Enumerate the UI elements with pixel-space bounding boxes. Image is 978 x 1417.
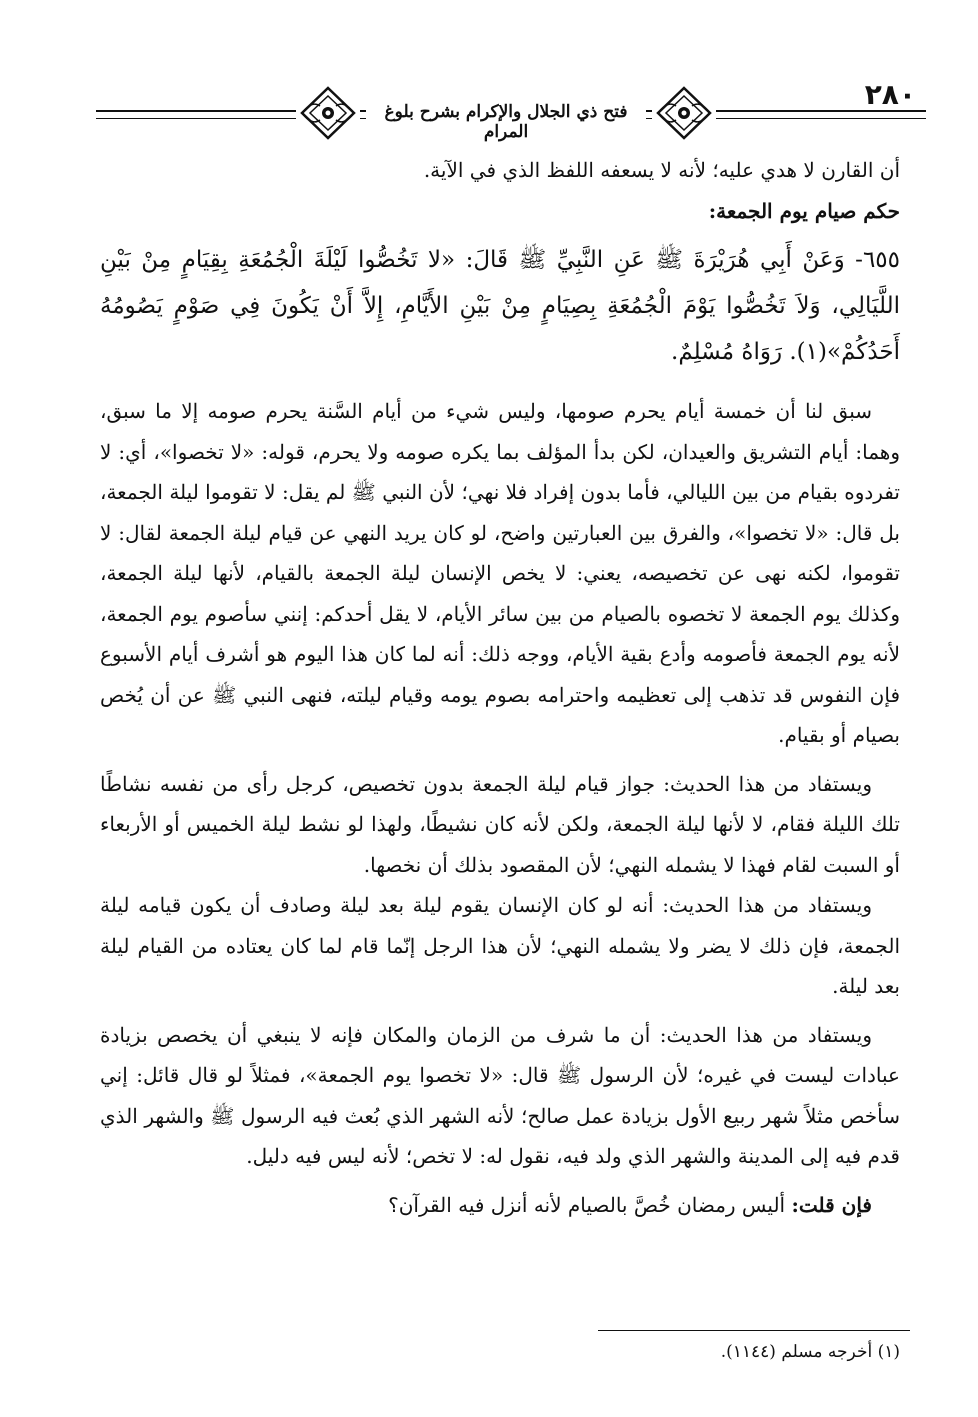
section-heading: حكم صيام يوم الجمعة: — [708, 198, 900, 223]
ornament-left-icon — [296, 84, 360, 142]
footnote: (١) أخرجه مسلم (١١٤٤). — [720, 1342, 900, 1362]
hadith-text: ٦٥٥- وَعَنْ أَبِي هُرَيْرَةَ ﷺ عَنِ النَّبِيِّ ﷺ قَالَ: «لا تَخُصُّوا لَيْلَةَ الْجُمُعَةِ بِقِيَامٍ مِنْ بَيْنِ اللَّيَالِي، وَلاَ تَخُصُّوا يَوْمَ الْجُمُعَةِ بِصِيَامٍ مِنْ بَيْنِ الأَيَّامِ، إِلاَّ أَنْ يَكُونَ فِي صَوْمٍ يَصُومُهُ أَحَدُكُمْ»(١). رَوَاهُ مُسْلِمٌ. — [100, 247, 900, 365]
paragraph-3: ويستفاد من هذا الحديث: أنه لو كان الإنسان يقوم ليلة بعد ليلة وصادف أن يكون قيامه ليلة الجمعة، فإن ذلك لا يضر ولا يشمله النهي؛ لأن هذا الرجل إنّما قام لما كان يعتاده من القيام ليلة بعد ليلة. — [100, 893, 900, 998]
paragraph-5 — [100, 1185, 900, 1226]
page-header — [96, 78, 926, 148]
question-text: أليس رمضان خُصَّ بالصيام لأنه أنزل فيه القرآن؟ — [388, 1192, 792, 1217]
footnote-rule — [598, 1330, 910, 1331]
ornament-right-icon — [652, 84, 716, 142]
paragraph-4: ويستفاد من هذا الحديث: أن ما شرف من الزمان والمكان فإنه لا ينبغي أن يخصص بزيادة عبادات ليست في غيره؛ لأن الرسول ﷺ قال: «لا تخصوا يوم الجمعة»، فمثلاً لو قال قائل: إني سأخص مثلاً شهر ربيع الأول بزيادة عمل صالح؛ لأنه الشهر الذي بُعث فيه الرسول ﷺ والشهر الذي قدم فيه إلى المدينة والشهر الذي ولد فيه، نقول له: لا تخص؛ لأنه ليس فيه دليل. — [100, 1022, 900, 1168]
body-text — [100, 150, 900, 1225]
paragraph-2: ويستفاد من هذا الحديث: جواز قيام ليلة الجمعة بدون تخصيص، كرجل رأى من نفسه نشاطًا تلك الليلة فقام، لا لأنها ليلة الجمعة، ولكن لأنه كان نشيطًا، ولهذا لو نشط ليلة الخميس أو الأربعاء أو السبت لقام فهذا لا يشمله النهي؛ لأن المقصود بذلك أن نخصها. — [100, 771, 900, 877]
running-title: فتح ذي الجلال والإكرام بشرح بلوغ المرام — [366, 102, 646, 130]
paragraph-intro: أن القارن لا هدي عليه؛ لأنه لا يسعفه اللفظ الذي في الآية. — [423, 158, 900, 182]
page-number: ٢٨٠ — [864, 78, 916, 111]
paragraph-1: سبق لنا أن خمسة أيام يحرم صومها، وليس شيء من أيام السَّنة يحرم صومه إلا ما سبق، وهما: أيام التشريق والعيدان، لكن بدأ المؤلف بما يكره صومه ولا يحرم، قوله: «لا تخصوا»، أي: لا تفردوه بقيام من بين الليالي، فأما بدون إفراد فلا نهي؛ لأن النبي ﷺ لم يقل: لا تقوموا ليلة الجمعة، بل قال: «لا تخصوا»، والفرق بين العبارتين واضح، لو كان يريد النهي عن قيام ليلة الجمعة لقال: لا تقوموا، لكنه نهى عن تخصيصه، يعني: لا يخص الإنسان ليلة الجمعة بالقيام، لأنها ليلة الجمعة، وكذلك يوم الجمعة لا تخصوه بالصيام من بين سائر الأيام، لا يقل أحدكم: إنني سأصوم يوم الجمعة، لأنه يوم الجمعة فأصومه وأدع بقية الأيام، ووجه ذلك: أنه لما كان هذا اليوم هو أشرف أيام الأسبوع فإن النفوس قد تذهب إلى تعظيمه واحترامه بصوم يومه وقيام ليلته، فنهى النبي ﷺ عن أن يُخص بصيام أو بقيام. — [100, 399, 900, 747]
question-lead: فإن قلت: — [791, 1192, 872, 1217]
